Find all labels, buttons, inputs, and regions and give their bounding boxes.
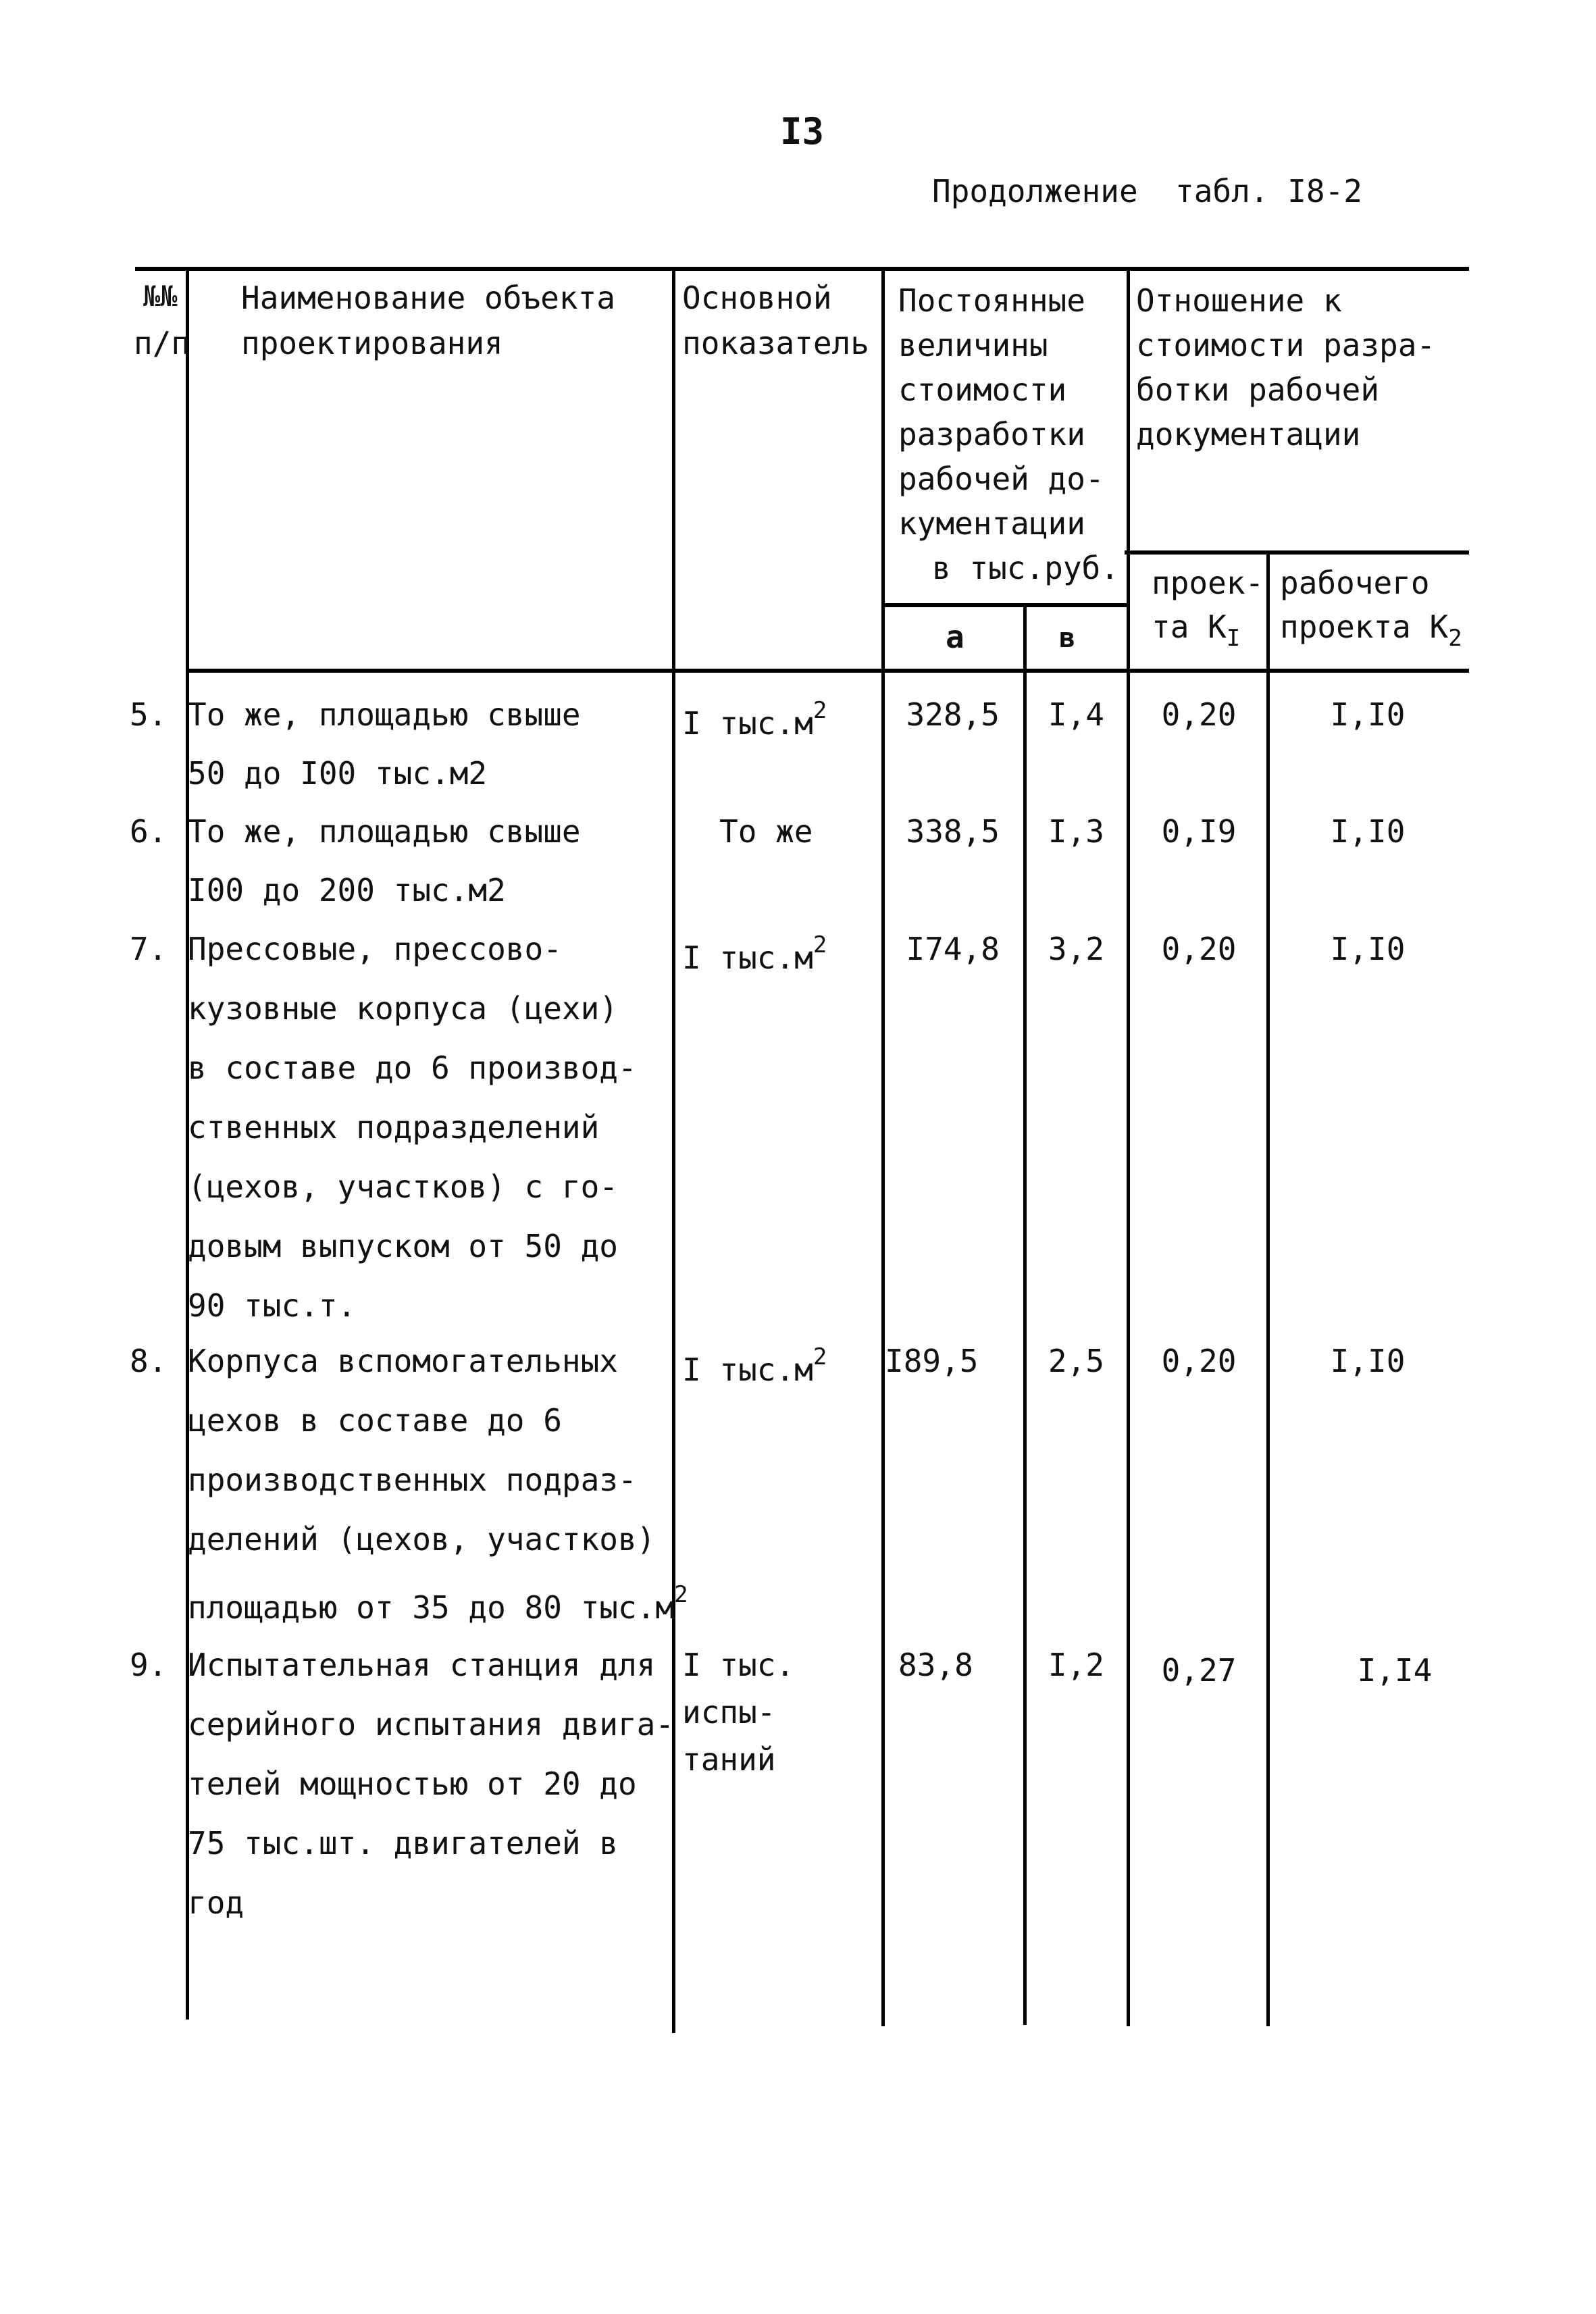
- header-const-line: величины: [898, 327, 1048, 363]
- row-value-k1: 0,20: [1161, 931, 1237, 967]
- row-value-b: 3,2: [1048, 931, 1104, 967]
- header-k2-label: проекта К: [1280, 609, 1449, 645]
- header-k2-line1: рабочего: [1280, 565, 1430, 601]
- header-const-line: разработки: [898, 416, 1085, 453]
- header-k2-subscript: 2: [1448, 625, 1462, 652]
- row-name-line: телей мощностью от 20 до: [188, 1766, 637, 1802]
- row-indicator-text: I тыс.м: [682, 1352, 813, 1388]
- header-const-line: рабочей до-: [898, 461, 1104, 497]
- header-num-line1: №№: [143, 280, 178, 313]
- row-value-b: I,4: [1048, 696, 1104, 733]
- table-top-border: [135, 267, 1469, 271]
- col-divider-b: [1127, 267, 1130, 2026]
- row-value-k1: 0,27: [1161, 1652, 1237, 1689]
- header-k1-line2: [1152, 611, 1240, 650]
- header-k1-line1: проек-: [1152, 565, 1264, 601]
- col-divider-indicator: [881, 267, 885, 2026]
- row-name-line: год: [188, 1884, 244, 1921]
- row-indicator-superscript: 2: [813, 931, 827, 958]
- page-number: I3: [780, 110, 825, 153]
- row-number: 8.: [130, 1343, 168, 1379]
- header-col-b: в: [1059, 623, 1076, 654]
- row-number: 7.: [130, 931, 168, 967]
- ratio-subheader-divider: [1125, 550, 1469, 555]
- row-value-k1: 0,I9: [1161, 813, 1237, 850]
- row-name-line: (цехов, участков) с го-: [188, 1168, 618, 1205]
- row-value-k2: I,I0: [1330, 931, 1406, 967]
- header-const-line: Постоянные: [898, 282, 1085, 319]
- row-name-line: делений (цехов, участков): [188, 1521, 656, 1558]
- header-ratio-line: Отношение к: [1136, 282, 1342, 319]
- header-name-line2: проектирования: [241, 325, 503, 361]
- row-name-line: То же, площадью свыше: [188, 813, 581, 850]
- row-name-line: цехов в составе до 6: [188, 1402, 562, 1439]
- row-value-a: 338,5: [906, 813, 1000, 850]
- row-name-line: I00 до 200 тыс.м2: [188, 872, 506, 908]
- row-indicator-line: таний: [682, 1741, 776, 1778]
- row-name-line: 90 тыс.т.: [188, 1287, 357, 1324]
- row-indicator-line: испы-: [682, 1694, 776, 1730]
- header-ratio-line: стоимости разра-: [1136, 327, 1436, 363]
- row-number: 9.: [130, 1647, 168, 1683]
- header-indicator-line2: показатель: [682, 325, 869, 361]
- row-name-line: То же, площадью свыше: [188, 696, 581, 733]
- row-name-line: ственных подразделений: [188, 1109, 600, 1146]
- header-col-a: а: [946, 619, 964, 655]
- header-name-line1: Наименование объекта: [241, 280, 615, 316]
- row-value-a: 328,5: [906, 696, 1000, 733]
- row-name-superscript: 2: [674, 1581, 688, 1608]
- row-indicator-line: I тыс.: [682, 1647, 795, 1683]
- row-name-line: Прессовые, прессово-: [188, 931, 562, 967]
- row-value-a: 83,8: [898, 1647, 973, 1683]
- row-name-line: 50 до I00 тыс.м2: [188, 755, 488, 792]
- header-const-line: в тыс.руб.: [932, 550, 1119, 586]
- row-value-k2: I,I0: [1330, 1343, 1406, 1379]
- row-name-line: серийного испытания двига-: [188, 1706, 675, 1743]
- header-const-line: кументации: [898, 505, 1085, 542]
- header-k1-label: та К: [1152, 609, 1227, 645]
- header-num-line2: п/п: [134, 325, 190, 361]
- row-name-line: кузовные корпуса (цехи): [188, 990, 618, 1027]
- row-indicator-text: I тыс.м: [682, 940, 813, 976]
- row-value-k2: I,I0: [1330, 813, 1406, 850]
- row-indicator-superscript: 2: [813, 1343, 827, 1370]
- row-name-line: [188, 1581, 688, 1626]
- row-value-k2: I,I4: [1357, 1652, 1433, 1689]
- row-name-line: производственных подраз-: [188, 1462, 637, 1498]
- row-value-b: 2,5: [1048, 1343, 1104, 1379]
- row-indicator-text: I тыс.м: [682, 705, 813, 742]
- col-divider-k1: [1266, 550, 1270, 2026]
- row-number: 6.: [130, 813, 168, 850]
- row-value-b: I,3: [1048, 813, 1104, 850]
- row-name-line: 75 тыс.шт. двигателей в: [188, 1825, 618, 1861]
- row-number: 5.: [130, 696, 168, 733]
- header-indicator-line1: Основной: [682, 280, 832, 316]
- row-indicator-superscript: 2: [813, 697, 827, 724]
- row-name-text: площадью от 35 до 80 тыс.м: [188, 1589, 675, 1626]
- header-k1-subscript: I: [1226, 625, 1241, 652]
- row-name-line: Корпуса вспомогательных: [188, 1343, 618, 1379]
- row-indicator: [682, 697, 827, 742]
- table-header-bottom-border: [186, 669, 1469, 673]
- const-subheader-divider: [881, 603, 1128, 607]
- row-indicator: То же: [719, 813, 813, 850]
- row-value-a: I89,5: [885, 1343, 979, 1379]
- row-value-k1: 0,20: [1161, 696, 1237, 733]
- table-continuation-caption: Продолжение табл. I8-2: [932, 173, 1362, 209]
- row-value-a: I74,8: [906, 931, 1000, 967]
- row-name-line: в составе до 6 производ-: [188, 1050, 637, 1086]
- row-name-line: довым выпуском от 50 до: [188, 1228, 618, 1264]
- row-indicator: [682, 931, 827, 976]
- header-k2-line2: [1280, 611, 1462, 650]
- header-ratio-line: ботки рабочей: [1136, 371, 1380, 408]
- row-value-b: I,2: [1048, 1647, 1104, 1683]
- row-value-k1: 0,20: [1161, 1343, 1237, 1379]
- row-indicator: [682, 1343, 827, 1388]
- header-ratio-line: документации: [1136, 416, 1361, 453]
- row-name-line: Испытательная станция для: [188, 1647, 656, 1683]
- row-value-k2: I,I0: [1330, 696, 1406, 733]
- col-divider-name: [672, 267, 675, 2033]
- header-const-line: стоимости: [898, 371, 1067, 408]
